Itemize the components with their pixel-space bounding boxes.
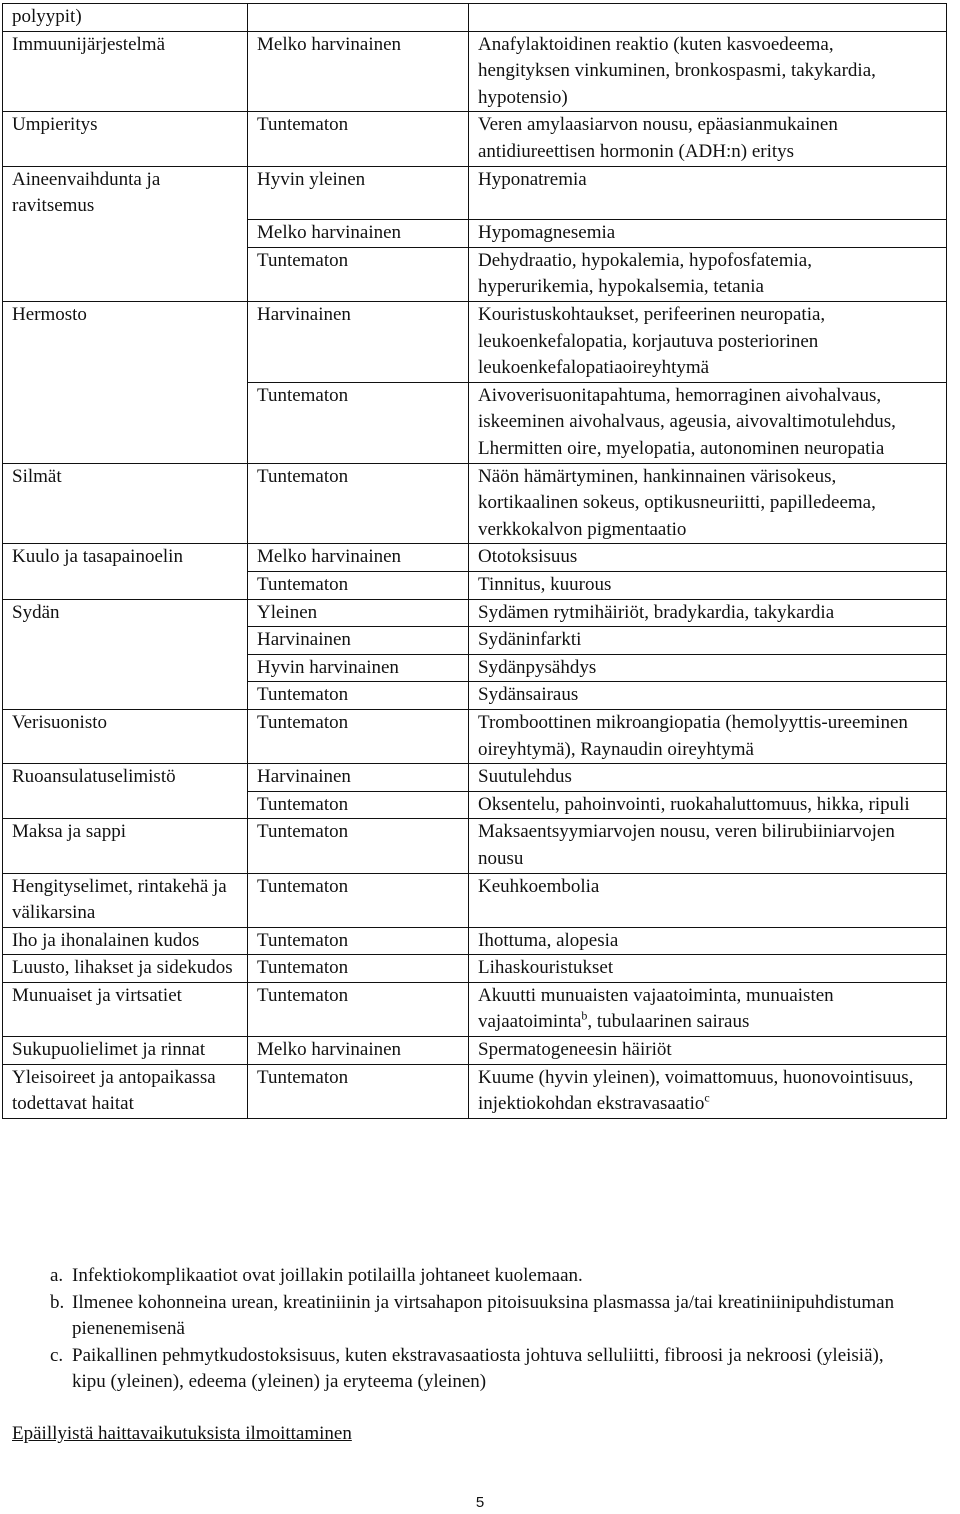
organ-class-cell: Sydän — [3, 599, 248, 627]
reaction-cell: Tinnitus, kuurous — [469, 571, 947, 599]
organ-class-cell: Sukupuolielimet ja rinnat — [3, 1037, 248, 1065]
organ-class-cell: Munuaiset ja virtsatiet — [3, 982, 248, 1036]
organ-class-cell — [3, 791, 248, 819]
reaction-cell: Kouristuskohtaukset, perifeerinen neuropatia, leukoenkefalopatia, korjautuva posteriorinen leukoenkefalopatiaoireyhtymä — [469, 302, 947, 383]
organ-class-cell — [3, 627, 248, 655]
frequency-cell: Tuntematon — [248, 1064, 469, 1118]
reaction-cell: Maksaentsyymiarvojen nousu, veren bilirubiiniarvojen nousu — [469, 819, 947, 873]
table-row — [3, 599, 947, 627]
organ-class-cell: Hermosto — [3, 302, 248, 383]
organ-class-cell — [3, 682, 248, 710]
reaction-cell: Sydänsairaus — [469, 682, 947, 710]
table-row — [3, 31, 947, 112]
table-row — [3, 302, 947, 383]
frequency-cell: Tuntematon — [248, 791, 469, 819]
organ-class-cell: Luusto, lihakset ja sidekudos — [3, 955, 248, 983]
reaction-cell: Sydämen rytmihäiriöt, bradykardia, takykardia — [469, 599, 947, 627]
footnotes-list — [50, 1263, 910, 1396]
frequency-cell: Tuntematon — [248, 682, 469, 710]
frequency-cell: Tuntematon — [248, 873, 469, 927]
table-row — [3, 1037, 947, 1065]
organ-class-cell: Immuunijärjestelmä — [3, 31, 248, 112]
table-row — [3, 955, 947, 983]
reaction-cell: Anafylaktoidinen reaktio (kuten kasvoedeema, hengityksen vinkuminen, bronkospasmi, takykardia, hypotensio) — [469, 31, 947, 112]
reaction-cell: Oksentelu, pahoinvointi, ruokahaluttomuus, hikka, ripuli — [469, 791, 947, 819]
footnote-text: Ilmenee kohonneina urean, kreatiniinin ja virtsahapon pitoisuuksina plasmassa ja/tai kreatiniinipuhdistuman pienenemisenä — [72, 1291, 895, 1340]
organ-class-cell — [3, 382, 248, 463]
frequency-cell: Hyvin harvinainen — [248, 654, 469, 682]
reaction-text: Kuume (hyvin yleinen), voimattomuus, huonovointisuus, injektiokohdan ekstravasaatio — [478, 1066, 914, 1115]
footnote-ref-b: b — [581, 1009, 588, 1024]
frequency-cell: Harvinainen — [248, 764, 469, 792]
frequency-cell: Tuntematon — [248, 112, 469, 166]
footnote-c — [50, 1343, 910, 1396]
frequency-cell: Melko harvinainen — [248, 544, 469, 572]
reaction-cell — [469, 1064, 947, 1118]
footnote-a — [50, 1263, 910, 1290]
organ-class-cell: Kuulo ja tasapainoelin — [3, 544, 248, 572]
frequency-cell: Melko harvinainen — [248, 31, 469, 112]
reaction-cell: Spermatogeneesin häiriöt — [469, 1037, 947, 1065]
frequency-cell: Harvinainen — [248, 627, 469, 655]
frequency-cell: Tuntematon — [248, 382, 469, 463]
table-row — [3, 927, 947, 955]
frequency-cell: Hyvin yleinen — [248, 166, 469, 220]
footnote-letter: b. — [50, 1291, 65, 1313]
reaction-cell: Keuhkoembolia — [469, 873, 947, 927]
table-row — [3, 166, 947, 220]
table-row — [3, 791, 947, 819]
organ-class-cell: Silmät — [3, 463, 248, 544]
reaction-cell: Veren amylaasiarvon nousu, epäasianmukainen antidiureettisen hormonin (ADH:n) eritys — [469, 112, 947, 166]
table-row — [3, 982, 947, 1036]
table-row — [3, 682, 947, 710]
frequency-cell: Tuntematon — [248, 955, 469, 983]
table-row — [3, 819, 947, 873]
reaction-cell: Sydäninfarkti — [469, 627, 947, 655]
organ-class-cell — [3, 654, 248, 682]
organ-class-cell — [3, 247, 248, 301]
frequency-cell — [248, 4, 469, 32]
frequency-cell: Yleinen — [248, 599, 469, 627]
organ-class-cell: Umpieritys — [3, 112, 248, 166]
reaction-cell — [469, 4, 947, 32]
reaction-cell: Suutulehdus — [469, 764, 947, 792]
reaction-cell: Hyponatremia — [469, 166, 947, 220]
organ-class-cell: Ruoansulatuselimistö — [3, 764, 248, 792]
footnote-text: Paikallinen pehmytkudostoksisuus, kuten ekstravasaatiosta johtuva selluliitti, fibroosi ja nekroosi (yleisiä), kipu (yleinen), edeema (yleinen) ja eryteema (yleinen) — [72, 1344, 884, 1393]
table-row — [3, 4, 947, 32]
reaction-text: Akuutti munuaisten vajaatoiminta, munuaisten vajaatoiminta — [478, 984, 834, 1033]
frequency-cell: Tuntematon — [248, 463, 469, 544]
frequency-cell: Tuntematon — [248, 927, 469, 955]
reaction-cell: Lihaskouristukset — [469, 955, 947, 983]
report-adverse-reactions-link[interactable]: Epäillyistä haittavaikutuksista ilmoittaminen — [12, 1423, 352, 1444]
organ-class-cell — [3, 571, 248, 599]
reaction-cell: Sydänpysähdys — [469, 654, 947, 682]
organ-class-cell — [3, 220, 248, 248]
organ-class-cell: Iho ja ihonalainen kudos — [3, 927, 248, 955]
reaction-cell: Dehydraatio, hypokalemia, hypofosfatemia, hyperurikemia, hypokalsemia, tetania — [469, 247, 947, 301]
page-number: 5 — [475, 1494, 485, 1511]
adverse-reactions-table — [2, 3, 947, 1119]
table-row — [3, 654, 947, 682]
frequency-cell: Tuntematon — [248, 247, 469, 301]
organ-class-cell: Maksa ja sappi — [3, 819, 248, 873]
frequency-cell: Tuntematon — [248, 709, 469, 763]
frequency-cell: Harvinainen — [248, 302, 469, 383]
frequency-cell: Tuntematon — [248, 571, 469, 599]
reaction-cell — [469, 982, 947, 1036]
organ-class-cell: Yleisoireet ja antopaikassa todettavat haitat — [3, 1064, 248, 1118]
footnote-b — [50, 1290, 910, 1343]
organ-class-cell: polyypit) — [3, 4, 248, 32]
frequency-cell: Melko harvinainen — [248, 1037, 469, 1065]
table-row — [3, 112, 947, 166]
footnote-text: Infektiokomplikaatiot ovat joillakin potilailla johtaneet kuolemaan. — [72, 1265, 583, 1286]
table-row — [3, 463, 947, 544]
organ-class-cell: Aineenvaihdunta ja ravitsemus — [3, 166, 248, 220]
organ-class-cell: Verisuonisto — [3, 709, 248, 763]
table-row — [3, 247, 947, 301]
table-row — [3, 627, 947, 655]
table-row — [3, 709, 947, 763]
frequency-cell: Tuntematon — [248, 819, 469, 873]
table-row — [3, 873, 947, 927]
table-row — [3, 1064, 947, 1118]
footnote-ref-c: c — [704, 1090, 710, 1105]
footnote-letter: a. — [50, 1265, 64, 1286]
reaction-cell: Ototoksisuus — [469, 544, 947, 572]
table-row — [3, 382, 947, 463]
table-row — [3, 220, 947, 248]
table-row — [3, 571, 947, 599]
table-row — [3, 544, 947, 572]
organ-class-cell: Hengityselimet, rintakehä ja välikarsina — [3, 873, 248, 927]
reaction-cell: Hypomagnesemia — [469, 220, 947, 248]
reaction-cell: Näön hämärtyminen, hankinnainen värisokeus, kortikaalinen sokeus, optikusneuriitti, papilledeema, verkkokalvon pigmentaatio — [469, 463, 947, 544]
frequency-cell: Tuntematon — [248, 982, 469, 1036]
reaction-cell: Aivoverisuonitapahtuma, hemorraginen aivohalvaus, iskeeminen aivohalvaus, ageusia, aivovaltimotulehdus, Lhermitten oire, myelopatia, autonominen neuropatia — [469, 382, 947, 463]
frequency-cell: Melko harvinainen — [248, 220, 469, 248]
footnote-letter: c. — [50, 1344, 64, 1366]
table-row — [3, 764, 947, 792]
reaction-text-tail: , tubulaarinen sairaus — [587, 1011, 750, 1033]
reaction-cell: Ihottuma, alopesia — [469, 927, 947, 955]
reaction-cell: Tromboottinen mikroangiopatia (hemolyyttis-ureeminen oireyhtymä), Raynaudin oireyhtymä — [469, 709, 947, 763]
